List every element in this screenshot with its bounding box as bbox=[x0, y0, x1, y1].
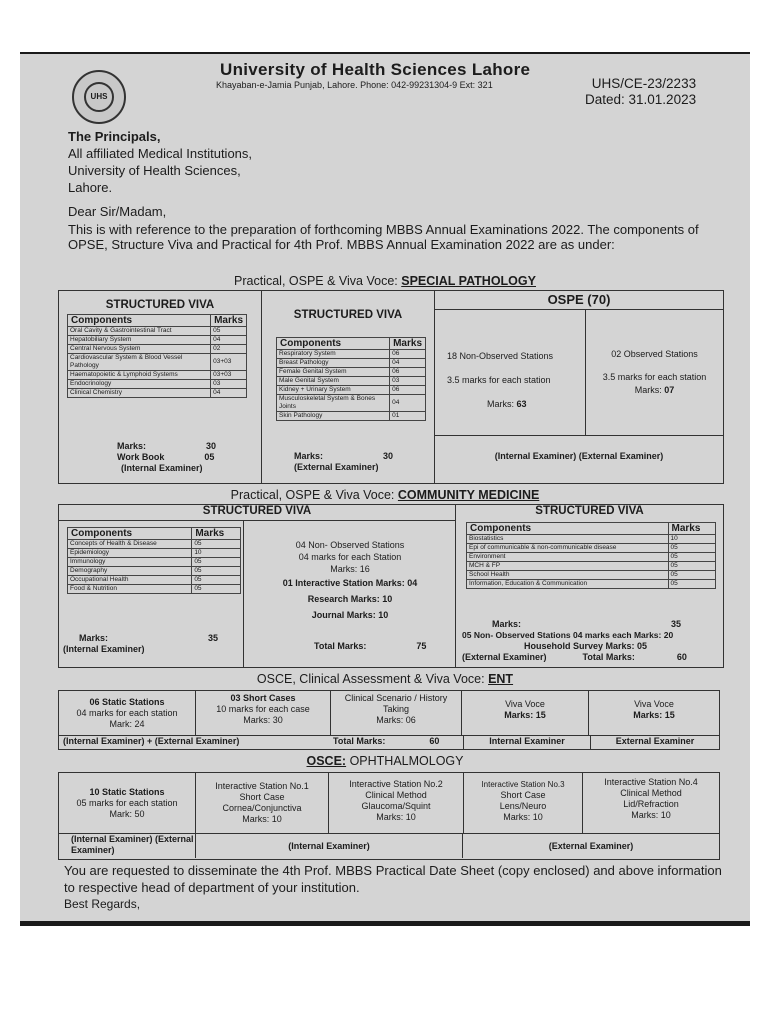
cell: Kidney + Urinary System bbox=[277, 386, 390, 395]
ent-cell bbox=[59, 691, 196, 735]
special-pathology-box bbox=[58, 290, 724, 484]
addressee-line: University of Health Sciences, bbox=[68, 163, 241, 178]
table-row bbox=[467, 553, 716, 562]
examiner-label: (External Examiner) bbox=[462, 652, 547, 662]
value: 30 bbox=[206, 441, 217, 451]
table-row bbox=[277, 350, 426, 359]
cell: 04 bbox=[390, 395, 426, 412]
community-medicine-box bbox=[58, 504, 724, 668]
cell: Immunology bbox=[68, 558, 192, 567]
cell: Epidemiology bbox=[68, 549, 192, 558]
cell: 04 bbox=[390, 359, 426, 368]
table-row bbox=[68, 336, 247, 345]
value: 35 bbox=[671, 619, 682, 629]
table-row bbox=[68, 371, 247, 380]
reference-number: UHS/CE-23/2233 bbox=[591, 76, 697, 91]
letter-date: Dated: 31.01.2023 bbox=[585, 92, 697, 107]
label: Marks: bbox=[634, 385, 662, 395]
line: 04 marks for each station bbox=[76, 708, 178, 718]
oph-cell bbox=[329, 773, 464, 833]
cell: 05 bbox=[192, 585, 241, 594]
viva-marks-table bbox=[276, 337, 426, 421]
ent-footer-row bbox=[59, 736, 719, 749]
oph-cells bbox=[59, 773, 719, 834]
cell: Endocrinology bbox=[68, 380, 211, 389]
table-row bbox=[467, 535, 716, 544]
table-row bbox=[68, 567, 241, 576]
cell: 05 bbox=[192, 540, 241, 549]
line: Short Case bbox=[500, 790, 546, 800]
value: 60 bbox=[676, 652, 687, 662]
seal-text: UHS bbox=[84, 82, 114, 112]
scan-bottom-border bbox=[20, 921, 750, 926]
line: Mark: 50 bbox=[109, 809, 145, 819]
viva-title: STRUCTURED VIVA bbox=[535, 505, 644, 517]
table-row bbox=[277, 395, 426, 412]
label: Work Book bbox=[117, 452, 165, 462]
ent-cell bbox=[462, 691, 589, 735]
line: Marks: 10 bbox=[503, 812, 543, 822]
cell: Haematopoietic & Lymphoid Systems bbox=[68, 371, 211, 380]
cell: 03 bbox=[390, 377, 426, 386]
cm-left-section bbox=[59, 505, 456, 667]
line: Cornea/Conjunctiva bbox=[222, 803, 302, 813]
cell: Epi of communicable & non-communicable disease bbox=[467, 544, 669, 553]
label: Marks: bbox=[117, 441, 147, 451]
cell: Clinical Chemistry bbox=[68, 389, 211, 398]
cell: Concepts of Health & Disease bbox=[68, 540, 192, 549]
cell: Female Genital System bbox=[277, 368, 390, 377]
line: Marks: 10 bbox=[631, 810, 671, 820]
viva-marks-table bbox=[466, 522, 716, 589]
line: 10 Static Stations bbox=[89, 787, 165, 797]
ospe-text bbox=[447, 344, 585, 416]
col-header: Marks bbox=[390, 338, 426, 350]
ent-cell bbox=[196, 691, 331, 735]
line: Interactive Station No.2 bbox=[349, 779, 443, 789]
viva-summary bbox=[117, 441, 216, 474]
line: Marks: 15 bbox=[504, 710, 546, 720]
value: 07 bbox=[664, 385, 675, 395]
cell: 02 bbox=[211, 345, 247, 354]
oph-footer-external: (External Examiner) bbox=[462, 834, 719, 858]
line: 04 Non- Observed Stations bbox=[295, 540, 405, 550]
ospe-non-observed bbox=[435, 310, 586, 436]
cell: School Health bbox=[467, 571, 669, 580]
label: Marks: bbox=[79, 633, 109, 643]
line: Mark: 24 bbox=[109, 719, 145, 729]
cell: Information, Education & Communication bbox=[467, 580, 669, 589]
cell: 03 bbox=[211, 380, 247, 389]
cell: 03+03 bbox=[211, 354, 247, 371]
line: Marks: 10 bbox=[376, 812, 416, 822]
cell: 06 bbox=[390, 350, 426, 359]
line: Lens/Neuro bbox=[499, 801, 547, 811]
line: Interactive Station No.4 bbox=[604, 777, 698, 787]
value: 63 bbox=[516, 399, 527, 409]
university-seal-icon bbox=[72, 70, 126, 124]
ent-cell bbox=[589, 691, 719, 735]
cell: Breast Pathology bbox=[277, 359, 390, 368]
value: 60 bbox=[429, 736, 440, 746]
table-row bbox=[467, 580, 716, 589]
cm-right-section bbox=[456, 505, 723, 667]
addressee-line: The Principals, bbox=[68, 129, 161, 144]
table-row bbox=[68, 585, 241, 594]
line: Clinical Method bbox=[620, 788, 682, 798]
col-header: Components bbox=[467, 523, 669, 535]
cell: 04 bbox=[211, 336, 247, 345]
line: Glaucoma/Squint bbox=[361, 801, 431, 811]
line: Marks: 30 bbox=[243, 715, 283, 725]
cell: Biostatistics bbox=[467, 535, 669, 544]
cell: 03+03 bbox=[211, 371, 247, 380]
viva-title: STRUCTURED VIVA bbox=[59, 505, 455, 521]
cell: Cardiovascular System & Blood Vessel Pathology bbox=[68, 354, 211, 371]
cell: 06 bbox=[390, 368, 426, 377]
label: Marks: bbox=[492, 619, 522, 629]
cell: 05 bbox=[668, 553, 715, 562]
col-header: Marks bbox=[668, 523, 715, 535]
table-row bbox=[467, 571, 716, 580]
salutation: Dear Sir/Madam, bbox=[68, 204, 167, 219]
table-row bbox=[68, 389, 247, 398]
cell: 10 bbox=[668, 535, 715, 544]
line: Interactive Station No.3 bbox=[481, 780, 565, 789]
line: 02 Observed Stations bbox=[611, 349, 698, 359]
table-row bbox=[68, 380, 247, 389]
oph-cell bbox=[59, 773, 196, 833]
table-row bbox=[277, 377, 426, 386]
table-row bbox=[68, 327, 247, 336]
cell: Environment bbox=[467, 553, 669, 562]
cm-total bbox=[314, 641, 426, 652]
letter-page bbox=[20, 54, 750, 924]
col-header: Marks bbox=[211, 315, 247, 327]
cell: 01 bbox=[390, 412, 426, 421]
ent-footer-internal: Internal Examiner bbox=[464, 736, 591, 749]
line: 04 marks for each Station bbox=[298, 552, 402, 562]
line: Journal Marks: 10 bbox=[311, 610, 389, 620]
cell: Male Genital System bbox=[277, 377, 390, 386]
line: Marks: 10 bbox=[242, 814, 282, 824]
value: 75 bbox=[416, 641, 427, 651]
section-heading-ophthalmology bbox=[20, 754, 750, 768]
line: Lid/Refraction bbox=[623, 799, 679, 809]
viva-title: STRUCTURED VIVA bbox=[293, 309, 403, 321]
cell: Musculoskeletal System & Bones Joints bbox=[277, 395, 390, 412]
cell: 10 bbox=[192, 549, 241, 558]
ospe-title: OSPE (70) bbox=[435, 291, 723, 310]
cell: 05 bbox=[211, 327, 247, 336]
cell: 05 bbox=[668, 571, 715, 580]
structured-viva-internal bbox=[59, 291, 262, 483]
oph-footer-left: (Internal Examiner) (External Examiner) bbox=[59, 834, 196, 858]
table-row bbox=[68, 549, 241, 558]
table-row bbox=[467, 544, 716, 553]
addressee-block bbox=[68, 128, 252, 196]
line: Household Survey Marks: 05 bbox=[524, 641, 648, 651]
viva-summary bbox=[63, 633, 218, 655]
table-row bbox=[68, 540, 241, 549]
addressee-line: Lahore. bbox=[68, 180, 113, 195]
ospe-examiners: (Internal Examiner) (External Examiner) bbox=[494, 451, 664, 461]
cell: Demography bbox=[68, 567, 192, 576]
value: 35 bbox=[208, 633, 219, 643]
closing-regards: Best Regards, bbox=[64, 897, 141, 911]
cell: 05 bbox=[192, 567, 241, 576]
examiner-label: (Internal Examiner) bbox=[63, 644, 145, 654]
col-header: Marks bbox=[192, 528, 241, 540]
oph-footer-internal: (Internal Examiner) bbox=[288, 841, 370, 851]
heading-prefix: Practical, OSPE & Viva Voce: bbox=[230, 488, 395, 502]
table-row bbox=[277, 412, 426, 421]
cell: 05 bbox=[668, 580, 715, 589]
oph-cell bbox=[196, 773, 329, 833]
university-name: University of Health Sciences Lahore bbox=[220, 60, 531, 79]
cell: Food & Nutrition bbox=[68, 585, 192, 594]
line: 03 Short Cases bbox=[230, 693, 296, 703]
table-row bbox=[277, 359, 426, 368]
line: 3.5 marks for each station bbox=[602, 372, 707, 382]
table-row bbox=[68, 345, 247, 354]
oph-cell bbox=[464, 773, 583, 833]
ent-footer-total bbox=[333, 736, 464, 749]
oph-cell bbox=[583, 773, 719, 833]
ospe-text bbox=[586, 348, 723, 397]
line: 05 Non- Observed Stations 04 marks each Marks: 20 bbox=[462, 630, 674, 640]
line: Clinical Method bbox=[365, 790, 427, 800]
structured-viva-external bbox=[262, 291, 435, 483]
heading-prefix: OSCE, Clinical Assessment & Viva Voce: bbox=[256, 672, 485, 686]
table-row bbox=[277, 368, 426, 377]
line: Marks: 16 bbox=[330, 564, 370, 574]
addressee-line: All affiliated Medical Institutions, bbox=[68, 146, 253, 161]
cell: 06 bbox=[390, 386, 426, 395]
line: 05 marks for each station bbox=[76, 798, 178, 808]
table-row bbox=[277, 386, 426, 395]
heading-subject: OPHTHALMOLOGY bbox=[349, 754, 464, 768]
viva-summary bbox=[294, 451, 393, 473]
ent-footer-examiners: (Internal Examiner) + (External Examiner) bbox=[63, 736, 240, 746]
cell: 04 bbox=[211, 389, 247, 398]
value: 30 bbox=[383, 451, 394, 461]
ospe-observed bbox=[586, 310, 723, 436]
table-row bbox=[68, 558, 241, 567]
label: Marks: bbox=[487, 399, 514, 409]
cell: Central Nervous System bbox=[68, 345, 211, 354]
line: Clinical Scenario / History Taking bbox=[344, 693, 448, 714]
col-header: Components bbox=[277, 338, 390, 350]
line: Interactive Station No.1 bbox=[215, 781, 309, 791]
cell: Oral Cavity & Gastrointestinal Tract bbox=[68, 327, 211, 336]
university-address: Khayaban-e-Jamia Punjab, Lahore. Phone: 042-99231304-9 Ext: 321 bbox=[216, 80, 493, 90]
cell: Hepatobiliary System bbox=[68, 336, 211, 345]
ent-footer-external: External Examiner bbox=[615, 736, 695, 746]
ent-cells bbox=[59, 691, 719, 736]
examiner-label: (External Examiner) bbox=[294, 462, 379, 472]
line: 3.5 marks for each station bbox=[447, 375, 551, 385]
ent-box bbox=[58, 690, 720, 750]
label: Total Marks: bbox=[582, 652, 635, 662]
table-row bbox=[467, 562, 716, 571]
col-header: Components bbox=[68, 528, 192, 540]
heading-subject: SPECIAL PATHOLOGY bbox=[401, 274, 536, 288]
section-heading-ent bbox=[20, 672, 750, 686]
line: Viva Voce bbox=[634, 699, 674, 709]
reference-block bbox=[585, 76, 696, 108]
viva-title: STRUCTURED VIVA bbox=[105, 299, 215, 311]
cell: 05 bbox=[192, 576, 241, 585]
line: 06 Static Stations bbox=[89, 697, 165, 707]
oph-footer-row bbox=[59, 834, 719, 858]
viva-marks-table bbox=[67, 314, 247, 398]
label: Total Marks: bbox=[314, 641, 367, 651]
intro-paragraph: This is with reference to the preparation of forthcoming MBBS Annual Examinations 2022. The components of OPSE, Structure Viva and Practical for 4th Prof. MBBS Annual Examination 2022 are as under: bbox=[68, 222, 699, 252]
col-header: Components bbox=[68, 315, 211, 327]
heading-subject: COMMUNITY MEDICINE bbox=[397, 488, 540, 502]
line: Research Marks: 10 bbox=[307, 594, 393, 604]
line: Viva Voce bbox=[505, 699, 545, 709]
cell: 05 bbox=[668, 544, 715, 553]
cell: MCH & FP bbox=[467, 562, 669, 571]
cm-middle-text bbox=[244, 539, 456, 621]
line: Marks: 15 bbox=[633, 710, 675, 720]
ospe-block bbox=[435, 291, 723, 483]
line: 01 Interactive Station Marks: 04 bbox=[282, 578, 418, 588]
section-heading-community-medicine bbox=[20, 488, 750, 502]
table-row bbox=[68, 576, 241, 585]
cm-middle-cell bbox=[243, 521, 456, 667]
cell: 05 bbox=[668, 562, 715, 571]
line: 18 Non-Observed Stations bbox=[447, 351, 554, 361]
closing-block bbox=[64, 862, 724, 913]
cell: Respiratory System bbox=[277, 350, 390, 359]
ophthalmology-box bbox=[58, 772, 720, 860]
ent-cell bbox=[331, 691, 462, 735]
label: Total Marks: bbox=[333, 736, 386, 746]
heading-subject: ENT bbox=[488, 672, 514, 686]
closing-paragraph: You are requested to disseminate the 4th Prof. MBBS Practical Date Sheet (copy enclosed) and above information to respective head of department of your institution. bbox=[64, 863, 722, 895]
examiner-label: (Internal Examiner) bbox=[121, 463, 203, 473]
cell: Skin Pathology bbox=[277, 412, 390, 421]
cell: 05 bbox=[192, 558, 241, 567]
label: Marks: bbox=[294, 451, 324, 461]
viva-summary bbox=[462, 619, 720, 663]
viva-marks-table bbox=[67, 527, 241, 594]
heading-prefix: OSCE: bbox=[306, 754, 347, 768]
line: 10 marks for each case bbox=[216, 704, 310, 714]
section-heading-special-pathology bbox=[20, 274, 750, 288]
heading-prefix: Practical, OSPE & Viva Voce: bbox=[234, 274, 398, 288]
cell: Occupational Health bbox=[68, 576, 192, 585]
value: 05 bbox=[204, 452, 215, 462]
line: Marks: 06 bbox=[376, 715, 416, 725]
line: Short Case bbox=[239, 792, 285, 802]
table-row bbox=[68, 354, 247, 371]
